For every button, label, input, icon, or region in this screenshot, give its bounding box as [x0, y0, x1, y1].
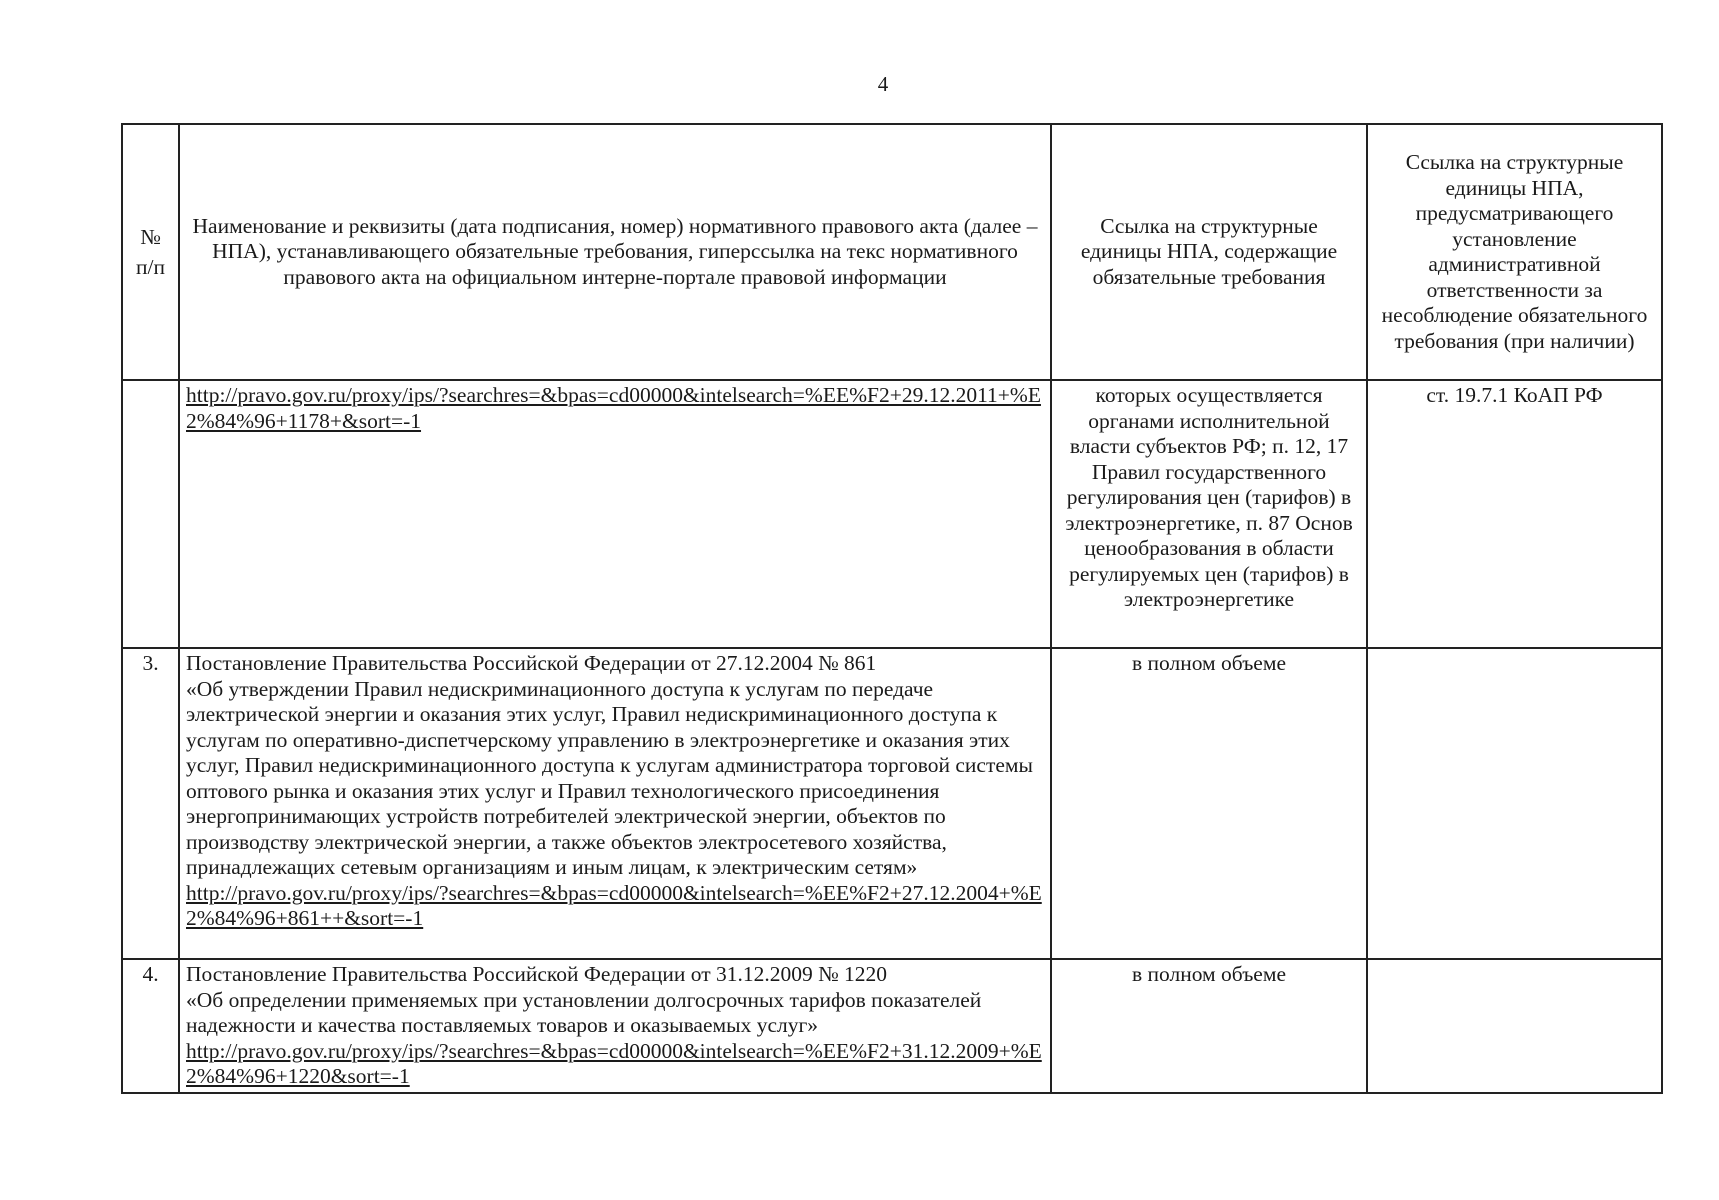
header-name: Наименование и реквизиты (дата подписания, номер) нормативного правового акта (далее – НПА), устанавливающего обязательные требования, гиперссылка на текс нормативного правового акта на официальном интерне-портале правовой информации — [179, 124, 1051, 380]
table-header-row — [122, 124, 1662, 380]
row-name-cell — [179, 380, 1051, 648]
row-requirements: в полном объеме — [1051, 648, 1367, 959]
page-number: 4 — [877, 72, 889, 96]
npa-title: Постановление Правительства Российской Федерации от 31.12.2009 № 1220 — [186, 962, 888, 986]
row-name-cell — [179, 959, 1051, 1093]
row-num: 4. — [122, 959, 179, 1093]
table-row — [122, 380, 1662, 648]
header-responsibility: Ссылка на структурные единицы НПА, предусматривающего установление административной ответственности за несоблюдение обязательного требования (при наличии) — [1367, 124, 1662, 380]
npa-requirements-table — [121, 123, 1663, 1094]
row-responsibility: ст. 19.7.1 КоАП РФ — [1367, 380, 1662, 648]
row-responsibility — [1367, 959, 1662, 1093]
table-row — [122, 959, 1662, 1093]
npa-description: «Об утверждении Правил недискриминационного доступа к услугам по передаче электрической энергии и оказания этих услуг, Правил недискриминационного доступа к услугам по оперативно-диспетчерскому управлению в электроэнергетике и оказания этих услуг, Правил недискриминационного доступа к услугам администратора торговой системы оптового рынка и оказания этих услуг и Правил технологического присоединения энергопринимающих устройств потребителей электрической энергии, объектов по производству электрической энергии, а также объектов электросетевого хозяйства, принадлежащих сетевым организациям и иным лицам, к электрическим сетям» — [186, 676, 1033, 879]
npa-title: Постановление Правительства Российской Федерации от 27.12.2004 № 861 — [186, 651, 877, 675]
header-requirements: Ссылка на структурные единицы НПА, содержащие обязательные требования — [1051, 124, 1367, 380]
header-num: № п/п — [122, 124, 179, 380]
npa-description: «Об определении применяемых при установлении долгосрочных тарифов показателей надежности и качества поставляемых товаров и оказываемых услуг» — [186, 987, 982, 1037]
row-name-cell — [179, 648, 1051, 959]
row-requirements: в полном объеме — [1051, 959, 1367, 1093]
npa-link[interactable]: http://pravo.gov.ru/proxy/ips/?searchres=&bpas=cd00000&intelsearch=%EE%F2+29.12.2011+%E2%84%96+1178+&sort=-1 — [186, 383, 1041, 433]
row-num: 3. — [122, 648, 179, 959]
table-row — [122, 648, 1662, 959]
row-num — [122, 380, 179, 648]
row-responsibility — [1367, 648, 1662, 959]
npa-link[interactable]: http://pravo.gov.ru/proxy/ips/?searchres=&bpas=cd00000&intelsearch=%EE%F2+27.12.2004+%E2%84%96+861++&sort=-1 — [186, 880, 1042, 930]
npa-link[interactable]: http://pravo.gov.ru/proxy/ips/?searchres=&bpas=cd00000&intelsearch=%EE%F2+31.12.2009+%E2%84%96+1220&sort=-1 — [186, 1038, 1042, 1088]
row-requirements: которых осуществляется органами исполнительной власти субъектов РФ; п. 12, 17 Правил государственного регулирования цен (тарифов) в электроэнергетике, п. 87 Основ ценообразования в области регулируемых цен (тарифов) в электроэнергетике — [1051, 380, 1367, 648]
